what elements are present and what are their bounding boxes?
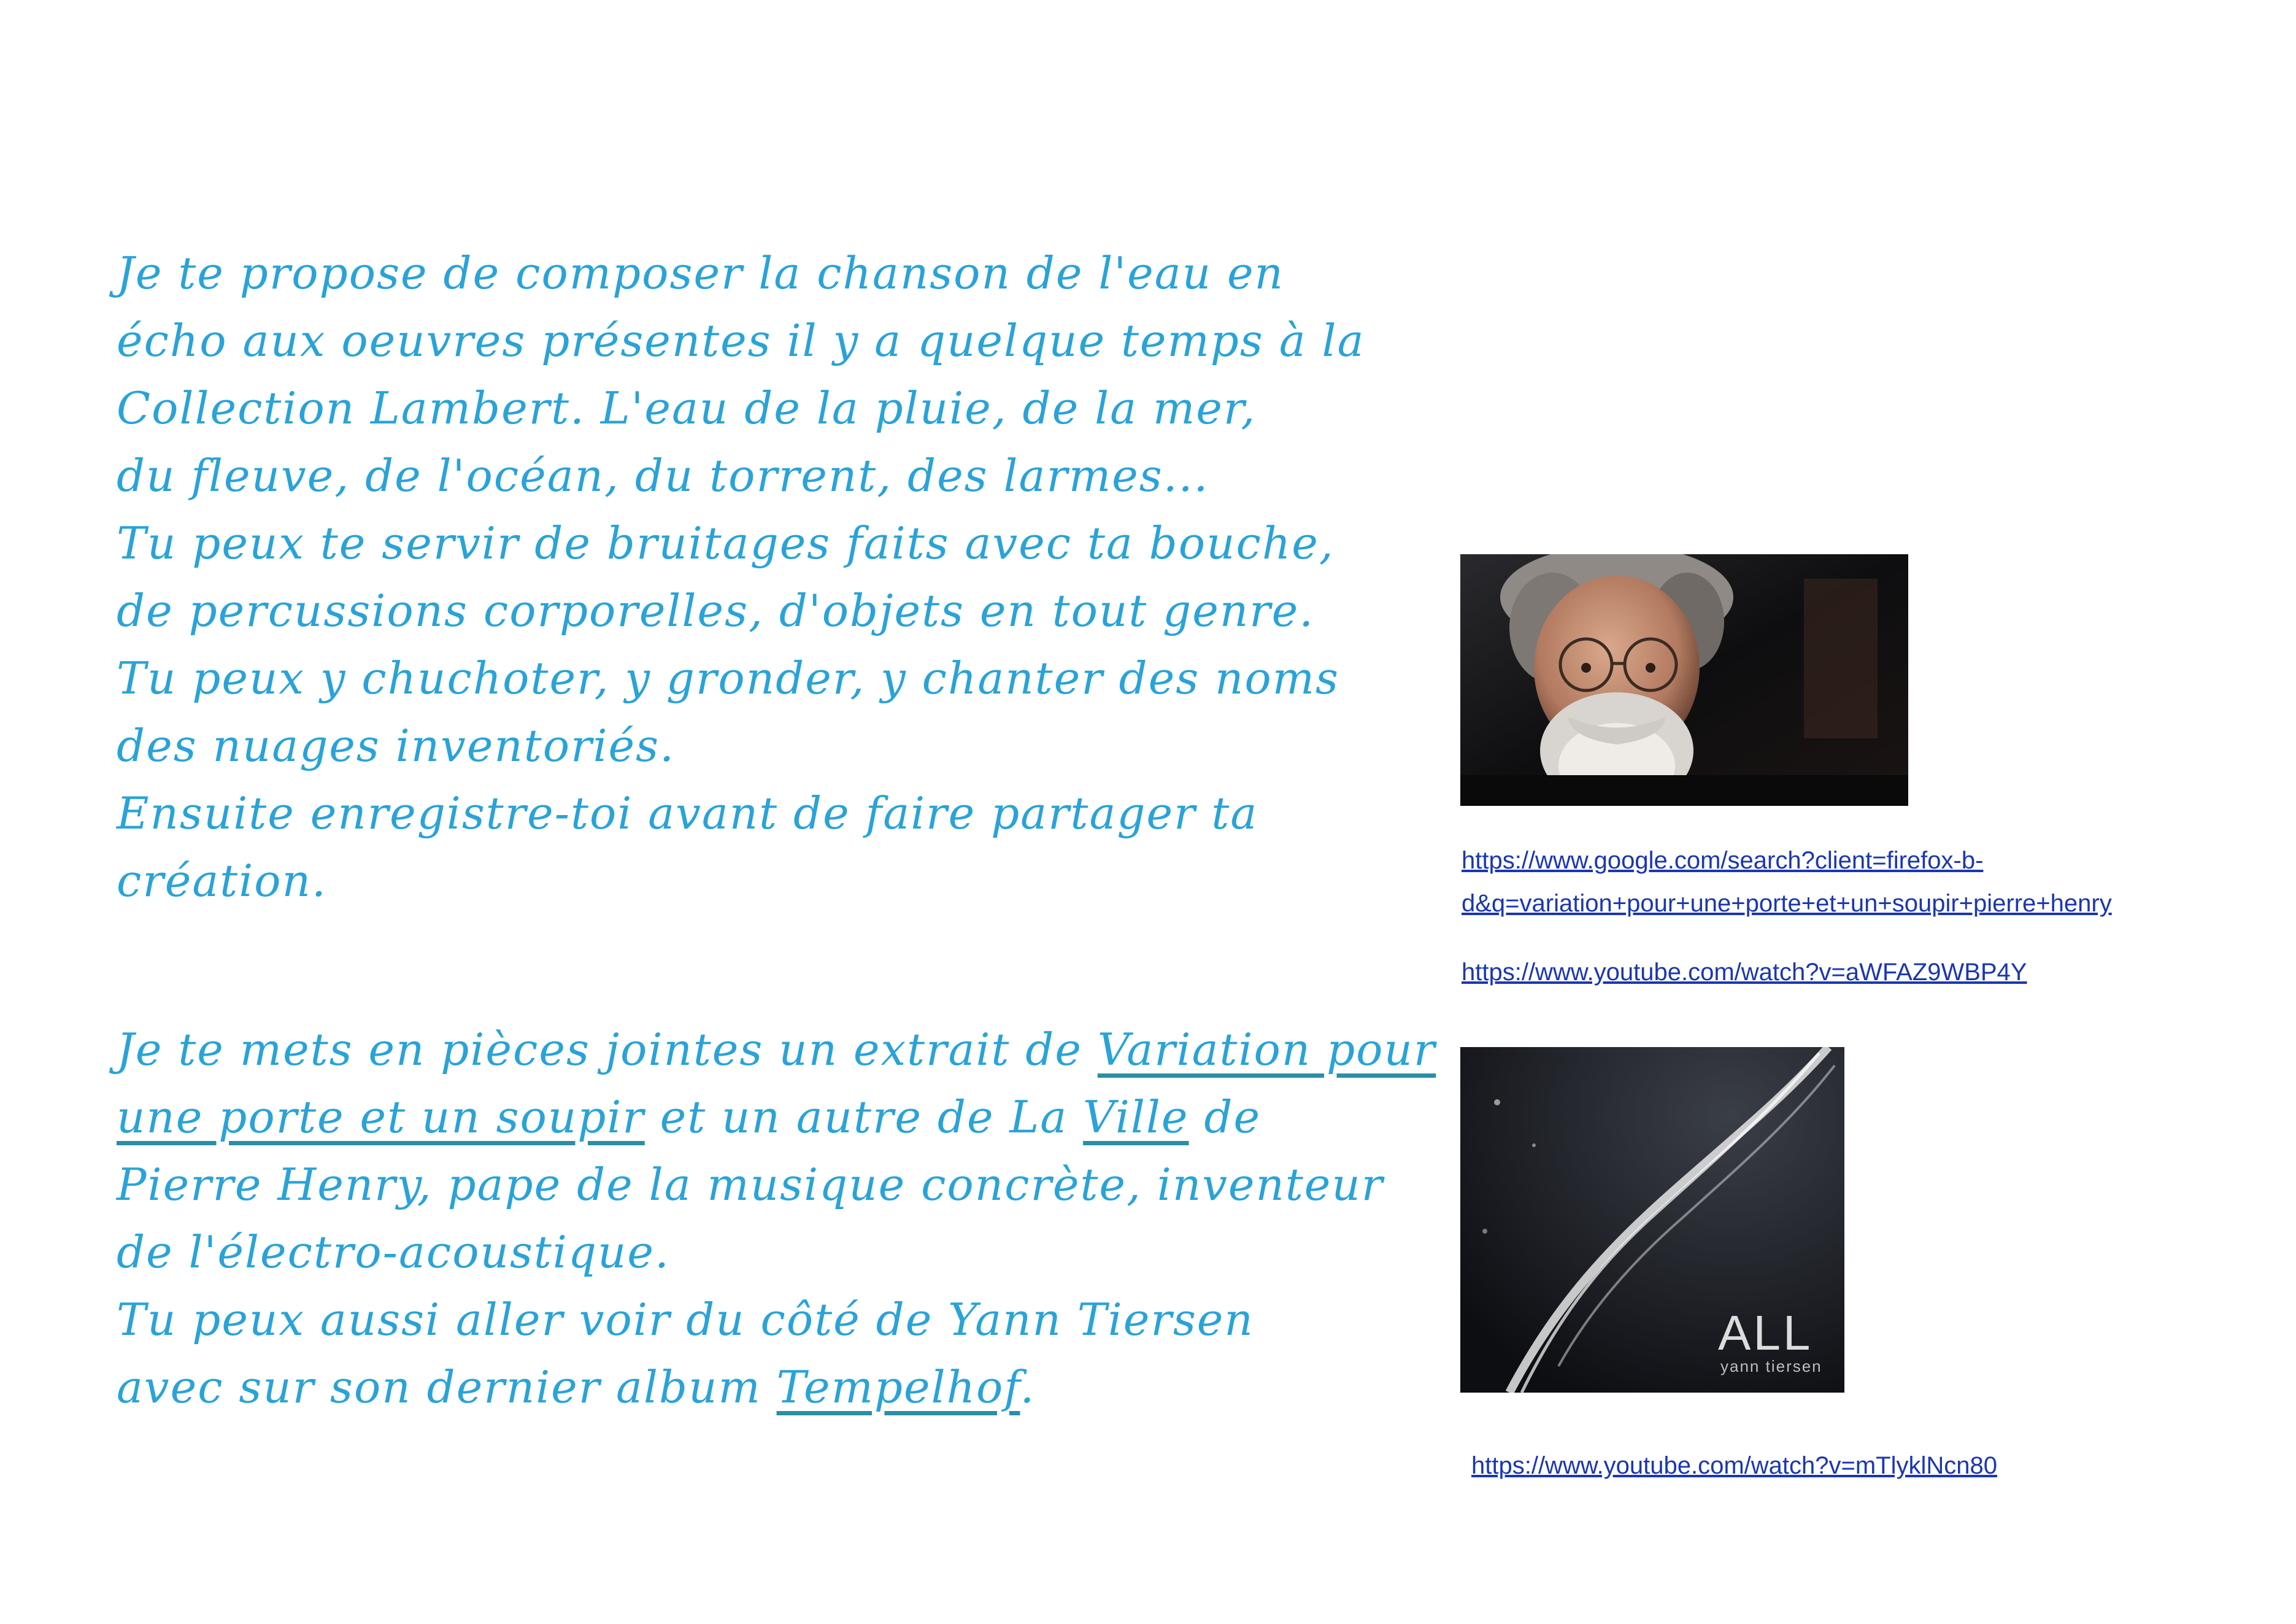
album-title: ALL (1718, 1305, 1813, 1360)
letter-line: Tu peux te servir de bruitages faits avec ta bouche, (117, 517, 1335, 569)
underlined-title-ville: Ville (1083, 1091, 1189, 1143)
google-search-link-line2[interactable]: d&q=variation+pour+une+porte+et+un+soupir+pierre+henry (1462, 890, 2112, 917)
underlined-title-tempelhof: Tempelhof (776, 1361, 1020, 1413)
letter-line (117, 1353, 1436, 1421)
letter-line: des nuages inventoriés. (117, 720, 675, 771)
underlined-title-variation: Variation pour (1097, 1024, 1436, 1075)
letter-line: Ensuite enregistre-toi avant de faire partager ta (117, 787, 1258, 839)
paragraph-gap (117, 914, 1436, 1016)
text-segment: La (1009, 1091, 1084, 1143)
text-segment: et un autre de (644, 1091, 1010, 1143)
letter-line: Je te propose de composer la chanson de l'eau en (117, 247, 1284, 299)
letter-line: Collection Lambert. L'eau de la pluie, de la mer, (117, 382, 1257, 434)
paragraph-invitation (117, 239, 1436, 914)
youtube-link-variation[interactable]: https://www.youtube.com/watch?v=aWFAZ9WBP4Y (1462, 959, 2027, 986)
text-segment: avec sur son dernier album (117, 1361, 777, 1413)
all-album-cover-image (1460, 1047, 1844, 1393)
handwritten-letter (117, 239, 1436, 1421)
letter-line (117, 1083, 1436, 1151)
letter-line: de l'électro-acoustique. (117, 1226, 670, 1278)
text-segment: Je te mets en pièces jointes un extrait de (117, 1024, 1098, 1075)
paragraph-references (117, 1016, 1436, 1421)
letter-line: du fleuve, de l'océan, du torrent, des larmes... (117, 450, 1209, 501)
letter-line: Pierre Henry, pape de la musique concrète, inventeur (117, 1159, 1384, 1210)
album-artist: yann tiersen (1720, 1357, 1822, 1375)
text-segment: de (1188, 1091, 1262, 1143)
portrait-illustration (1460, 554, 1908, 806)
letter-line: Tu peux y chuchoter, y gronder, y chanter des noms (117, 652, 1339, 704)
letter-line: écho aux oeuvres présentes il y a quelque temps à la (117, 315, 1365, 366)
underlined-title-porte-soupir: une porte et un soupir (117, 1091, 645, 1143)
text-segment: . (1020, 1361, 1036, 1413)
letter-line (117, 1016, 1436, 1083)
letter-line: création. (117, 855, 327, 907)
google-search-link-line1[interactable]: https://www.google.com/search?client=firefox-b- (1462, 847, 1984, 874)
pierre-henry-portrait-photo (1460, 554, 1908, 806)
youtube-link-tiersen[interactable]: https://www.youtube.com/watch?v=mTlyklNcn80 (1471, 1452, 1998, 1479)
letter-line: Tu peux aussi aller voir du côté de Yann Tiersen (117, 1294, 1254, 1345)
letter-line: de percussions corporelles, d'objets en tout genre. (117, 585, 1315, 636)
